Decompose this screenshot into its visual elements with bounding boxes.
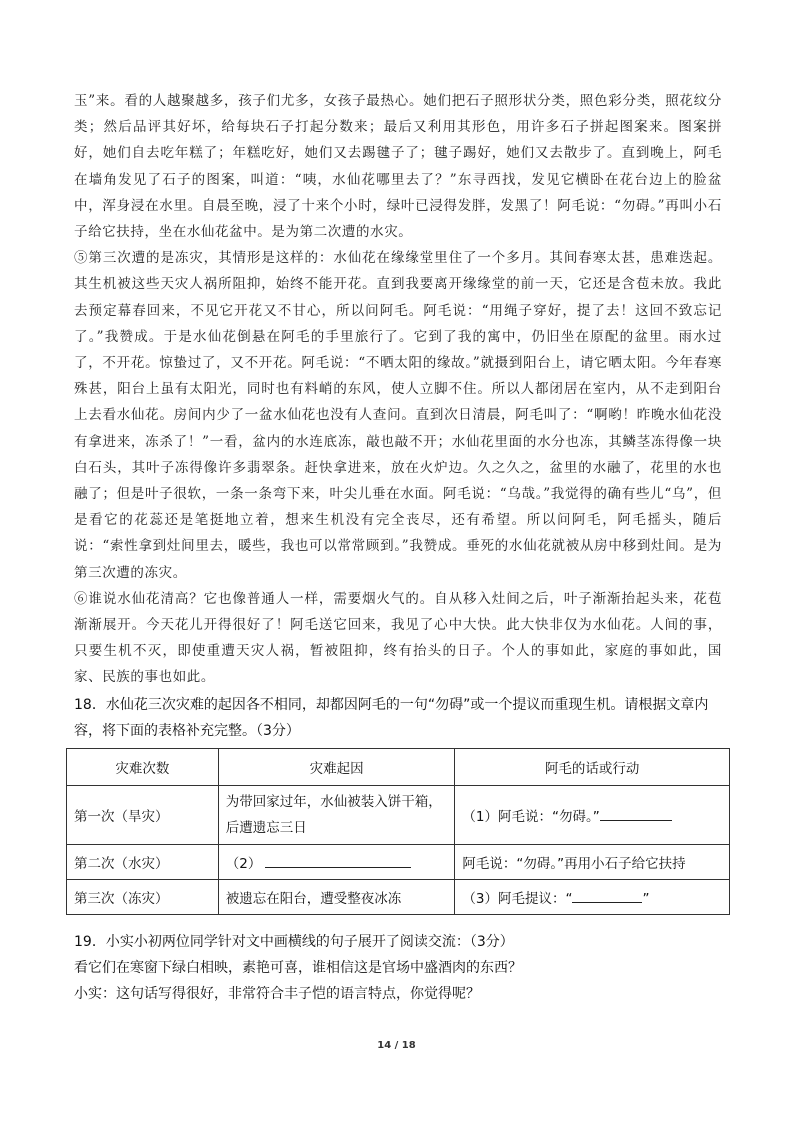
cell-action xyxy=(455,880,730,915)
table-row xyxy=(67,880,730,915)
quoted-sentence: 看它们在寒窗下绿白相映，素艳可喜，谁相信这是官场中盛酒肉的东西？ xyxy=(74,960,522,976)
cell-action xyxy=(455,786,730,845)
page-number: 14 / 18 xyxy=(377,1040,416,1051)
disaster-table xyxy=(66,748,730,915)
student-comment: 小实：这句话写得很好，非常符合丰子恺的语言特点，你觉得呢？ xyxy=(74,986,480,1002)
passage-paragraph-6: ⑥谁说水仙花清高？它也像普通人一样，需要烟火气的。自从移入灶间之后，叶子渐渐抬起头来，花苞渐渐展开。今天花儿开得很好了！阿毛送它回来，我见了心中大快。此大快非仅为水仙花。人间的事，只要生机不灭，即使重遭天灾人祸，暂被阻抑，终有抬头的日子。个人的事如此，家庭的事如此，国家、民族的事也如此。 xyxy=(74,590,722,686)
header-cause: 灾难起因 xyxy=(218,749,455,786)
cell-action: 阿毛说：“勿碍。”再用小石子给它扶持 xyxy=(455,845,730,880)
table-row xyxy=(67,786,730,845)
cause-text: （2） xyxy=(225,856,262,872)
action-text: （1）阿毛说：“勿碍。” xyxy=(462,809,600,825)
action-text-end: ” xyxy=(642,891,650,907)
cell-cause: 为带回家过年，水仙被装入饼干箱，后遭遗忘三日 xyxy=(218,786,455,845)
passage-paragraph-4: 玉”来。看的人越聚越多，孩子们尤多，女孩子最热心。她们把石子照形状分类，照色彩分类，照花纹分类；然后品评其好坏，给每块石子打起分数来；最后又利用其形色，用许多石子拼起图案来。图案拼好，她们自去吃年糕了；年糕吃好，她们又去踢毽子了；毽子踢好，她们又去散步了。直到晚上，阿毛在墙角发见了石子的图案，叫道：“咦，水仙花哪里去了？”东寻西找，发见它横卧在花台边上的脸盆中，浑身浸在水里。自晨至晚，浸了十来个小时，绿叶已浸得发胖，发黑了！阿毛说：“勿碍。”再叫小石子给它扶持，坐在水仙花盆中。是为第二次遭的水灾。 xyxy=(74,93,722,241)
header-count: 灾难次数 xyxy=(67,749,219,786)
reading-passage xyxy=(74,88,722,691)
cell-cause: 被遗忘在阳台，遭受整夜冰冻 xyxy=(218,880,455,915)
answer-blank-1[interactable] xyxy=(600,806,672,821)
answer-blank-2[interactable] xyxy=(265,853,411,868)
question-19-prompt: 19．小实小初两位同学针对文中画横线的句子展开了阅读交流：（3分） xyxy=(74,934,514,950)
action-text: （3）阿毛提议：“ xyxy=(462,891,573,907)
question-19 xyxy=(74,929,734,1007)
table-header-row xyxy=(67,749,730,786)
cell-count: 第二次（水灾） xyxy=(67,845,219,880)
answer-blank-3[interactable] xyxy=(572,888,642,903)
table-row xyxy=(67,845,730,880)
question-18: 18．水仙花三次灾难的起因各不相同，却都因阿毛的一句“勿碍”或一个提议而重现生机。请根据文章内容，将下面的表格补充完整。（3分） xyxy=(74,697,709,739)
passage-paragraph-5: ⑤第三次遭的是冻灾，其情形是这样的：水仙花在缘缘堂里住了一个多月。其间春寒太甚，患难迭起。其生机被这些天灾人祸所阻抑，始终不能开花。直到我要离开缘缘堂的前一天，它还是含苞未放。我此去预定幕春回来，不见它开花又不甘心，所以问阿毛。阿毛说：“用绳子穿好，提了去！这回不致忘记了。”我赞成。于是水仙花倒悬在阿毛的手里旅行了。它到了我的寓中，仍旧坐在原配的盆里。雨水过了，不开花。惊蛰过了，又不开花。阿毛说：“不晒太阳的缘故。”就摄到阳台上，请它晒太阳。今年春寒殊甚，阳台上虽有太阳光，同时也有料峭的东风，使人立脚不住。所以人都闭居在室内，从不走到阳台上去看水仙花。房间内少了一盆水仙花也没有人查问。直到次日清晨，阿毛叫了：“啊哟！昨晚水仙花没有拿进来，冻杀了！”一看，盆内的水连底冻，敲也敲不开；水仙花里面的水分也冻，其鳞茎冻得像一块白石头，其叶子冻得像许多翡翠条。赶快拿进来，放在火炉边。久之久之，盆里的水融了，花里的水也融了；但是叶子很软，一条一条弯下来，叶尖儿垂在水面。阿毛说：“乌哉。”我觉得的确有些儿“乌”，但是看它的花蕊还是笔挺地立着，想来生机没有完全丧尽，还有希望。所以问阿毛，阿毛摇头，随后说：“索性拿到灶间里去，暖些，我也可以常常顾到。”我赞成。垂死的水仙花就被从房中移到灶间。是为第三次遭的冻灾。 xyxy=(74,250,722,581)
header-action: 阿毛的话或行动 xyxy=(455,749,730,786)
cell-cause xyxy=(218,845,455,880)
cell-count: 第三次（冻灾） xyxy=(67,880,219,915)
cell-count: 第一次（旱灾） xyxy=(67,786,219,845)
